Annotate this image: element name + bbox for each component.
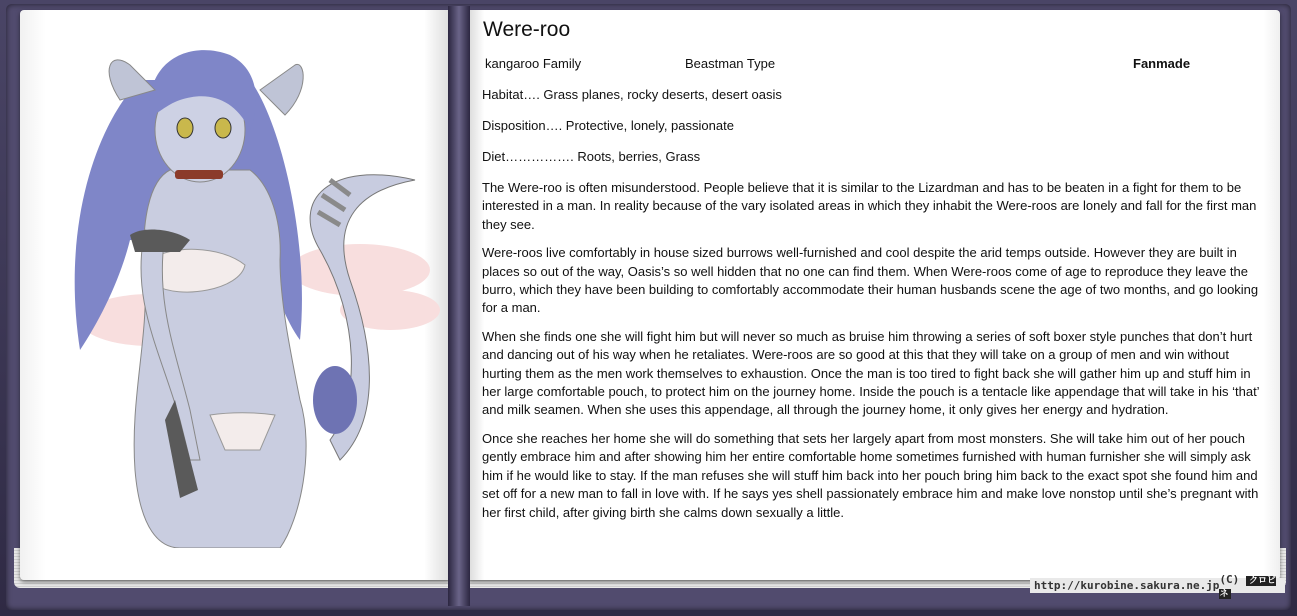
character-illustration — [30, 20, 440, 548]
author-logo: クロビネ — [1219, 575, 1276, 599]
entry-title: Were-roo — [483, 18, 571, 41]
type-label: Beastman Type — [685, 56, 776, 71]
book-spine — [448, 6, 470, 606]
entry-meta — [482, 56, 1268, 76]
copyright-label: (C) — [1219, 572, 1240, 586]
disposition-line: Disposition…. Protective, lonely, passionate — [482, 118, 734, 133]
source-footer — [1030, 572, 1285, 599]
description-paragraph: Were-roos live comfortably in house sized burrows well-furnished and cool despite the arid temps outside. However they are built in places so out of the way, Oasis’s so well hidden that no one can find them. When Were-roos come of age to reproduce they leave the burro, which they have been building to comfortably accommodate their human husbands scene the age of two months, and go looking for a man. — [482, 245, 1259, 316]
description-paragraph: When she finds one she will fight him but will never so much as bruise him throwing a series of soft boxer style punches that don’t hurt and dancing out of his way when he retaliates. Were-roos are so good at this that they will take on a group of men and win without hurting them as the men work themselves to exhaustion. Once the man is too tired to fight back she will gather him up and stuff him in her large comfortable pouch, to protect him on the journey home. Inside the pouch is a tentacle like appendage that will take in his ‘that’ and milk seamen. When she uses this appendage, all through the journey home, it only gives her energy and hydration. — [482, 328, 1260, 418]
source-url: http://kurobine.sakura.ne.jp — [1034, 579, 1220, 592]
description-paragraph: Once she reaches her home she will do something that sets her largely apart from most monsters. She will take him out of her pouch gently embrace him and after showing him her entire comfortable home sometimes furnished with human furnisher she will simply ask him if he would like to stay. If the man refuses she will stuff him back into her pouch bring him back to the exact spot she found him and set off for a new man to fall in love with. If he says yes shell passionately embrace him and make love nonstop until she’s pregnant with her first child, after giving birth she calms down sexually a little. — [482, 430, 1259, 520]
collar — [175, 170, 223, 179]
left-eye — [177, 118, 193, 138]
tail-tuft — [313, 366, 357, 434]
right-eye — [215, 118, 231, 138]
description-paragraph: The Were-roo is often misunderstood. People believe that it is similar to the Lizardman and has to be beaten in a fight for them to be interested in a man. In reality because of the vary isolated areas in which they inhabit the Were-roos are lonely and fall for the first man they see. — [482, 180, 1257, 232]
habitat-line: Habitat…. Grass planes, rocky deserts, desert oasis — [482, 87, 782, 102]
family-label: kangaroo Family — [485, 56, 582, 71]
entry-text — [482, 18, 1268, 532]
right-ear — [260, 64, 303, 115]
diet-line: Diet……………. Roots, berries, Grass — [482, 149, 701, 164]
origin-label: Fanmade — [1133, 56, 1191, 71]
